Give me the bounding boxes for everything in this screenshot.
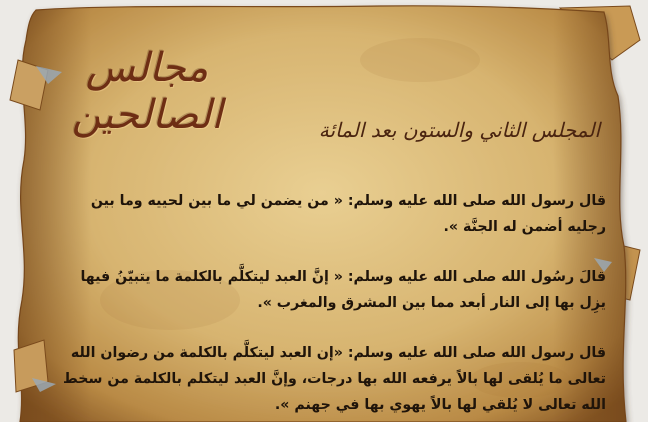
logo-line-1: مجالس: [85, 45, 209, 91]
hadith-paragraph-3: قال رسول الله صلى الله عليه وسلم: «إن العبد ليتكلَّم بالكلمة من رضوان الله تعالى ما يُلقى لها بالاً يرفعه الله بها درجات، وإنَّ العبد ليتكلم بالكلمة من سخط الله تعالى لا يُلقي لها بالاً يهوي بها في جهنم ».: [63, 345, 606, 413]
logo-calligraphy: [52, 46, 242, 138]
stain-1: [360, 38, 480, 82]
hadith-paragraph-1: قال رسول الله صلى الله عليه وسلم: « من يضمن لي ما بين لحييه وما بين رجليه أضمن له الجنَّة ».: [90, 193, 606, 235]
logo-line-2: الصالحين: [71, 92, 223, 138]
page-heading: المجلس الثاني والستون بعد المائة: [318, 118, 600, 142]
hadith-paragraph-2: قالَ رسُول الله صلى الله عليه وسلم: « إنَّ العبد ليتكلَّم بالكلمة ما يتبيّنُ فيها يزِل بها إلى النار أبعد مما بين المشرق والمغرب ».: [80, 269, 606, 311]
